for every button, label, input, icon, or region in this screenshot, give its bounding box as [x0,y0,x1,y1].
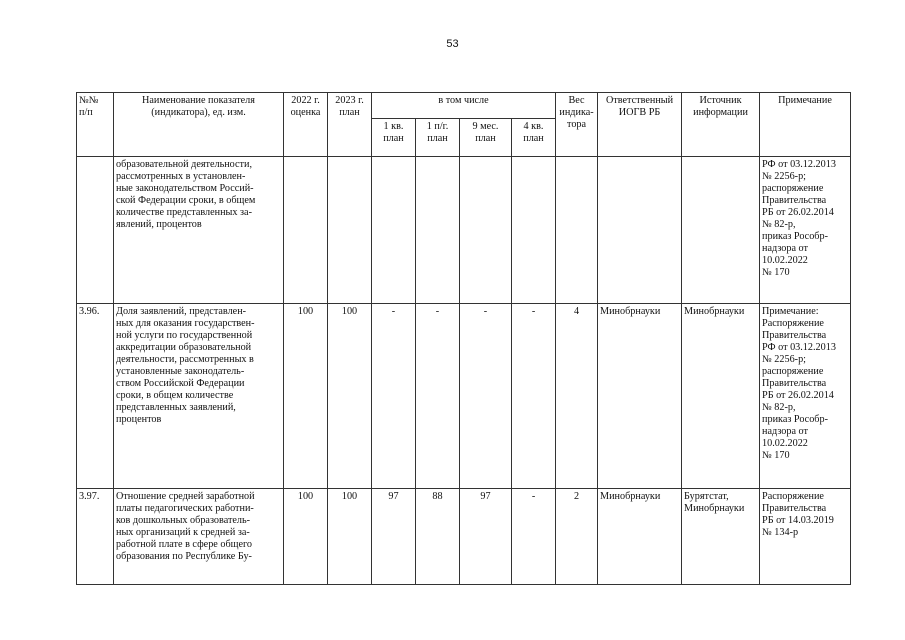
cell-9m: - [460,304,512,489]
header-2023: 2023 г. план [328,93,372,157]
header-2022: 2022 г. оценка [284,93,328,157]
cell-source: Бурятстат, Минобрнауки [682,489,760,585]
cell-note: РФ от 03.12.2013 № 2256-р; распоряжение Правительства РБ от 26.02.2014 № 82-р, приказ Рособр- надзора от 10.02.2022 № 170 [760,157,851,304]
table-row [77,489,851,585]
cell-2022: 100 [284,489,328,585]
cell-responsible: Минобрнауки [598,489,682,585]
header-q1: 1 кв. план [372,119,416,157]
header-weight: Вес индика- тора [556,93,598,157]
cell-num [77,157,114,304]
table-row [77,157,851,304]
cell-name: Отношение средней заработной платы педагогических работни- ков дошкольных образователь- ных организаций к средней за- работной плате в сфере общего образования по Республике Бу- [114,489,284,585]
cell-weight: 2 [556,489,598,585]
cell-weight: 4 [556,304,598,489]
header-num: №№ п/п [77,93,114,157]
cell-source: Минобрнауки [682,304,760,489]
cell-2023: 100 [328,489,372,585]
header-note: Примечание [760,93,851,157]
cell-note: Примечание: Распоряжение Правительства РФ от 03.12.2013 № 2256-р; распоряжение Правительства РБ от 26.02.2014 № 82-р, приказ Рособр- надзора от 10.02.2022 № 170 [760,304,851,489]
cell-num: 3.97. [77,489,114,585]
header-name: Наименование показателя (индикатора), ед. изм. [114,93,284,157]
indicators-table [76,92,851,585]
cell-name: Доля заявлений, представлен- ных для оказания государствен- ной услуги по государственной аккредитации образовательной деятельности, рассмотренных в установленные законодатель- ством Российской Федерации сроки, в общем количестве представленных заявлений, процентов [114,304,284,489]
cell-weight [556,157,598,304]
cell-2022 [284,157,328,304]
cell-name: образовательной деятельности, рассмотренных в установлен- ные законодательством Россий- ской Федерации сроки, в общем количестве представленных за- явлений, процентов [114,157,284,304]
cell-2023: 100 [328,304,372,489]
cell-q1 [372,157,416,304]
cell-h1: 88 [416,489,460,585]
cell-q1: - [372,304,416,489]
header-including: в том числе [372,93,556,119]
cell-q4: - [512,304,556,489]
cell-note: Распоряжение Правительства РБ от 14.03.2019 № 134-р [760,489,851,585]
cell-2023 [328,157,372,304]
header-row [77,93,851,119]
page-number: 53 [446,38,459,50]
table-row [77,304,851,489]
cell-source [682,157,760,304]
cell-num: 3.96. [77,304,114,489]
cell-h1: - [416,304,460,489]
header-responsible: Ответственный ИОГВ РБ [598,93,682,157]
cell-2022: 100 [284,304,328,489]
header-source: Источник информации [682,93,760,157]
cell-responsible [598,157,682,304]
cell-q1: 97 [372,489,416,585]
cell-q4: - [512,489,556,585]
header-q4: 4 кв. план [512,119,556,157]
cell-responsible: Минобрнауки [598,304,682,489]
cell-9m: 97 [460,489,512,585]
cell-q4 [512,157,556,304]
cell-9m [460,157,512,304]
header-9m: 9 мес. план [460,119,512,157]
header-h1: 1 п/г. план [416,119,460,157]
cell-h1 [416,157,460,304]
